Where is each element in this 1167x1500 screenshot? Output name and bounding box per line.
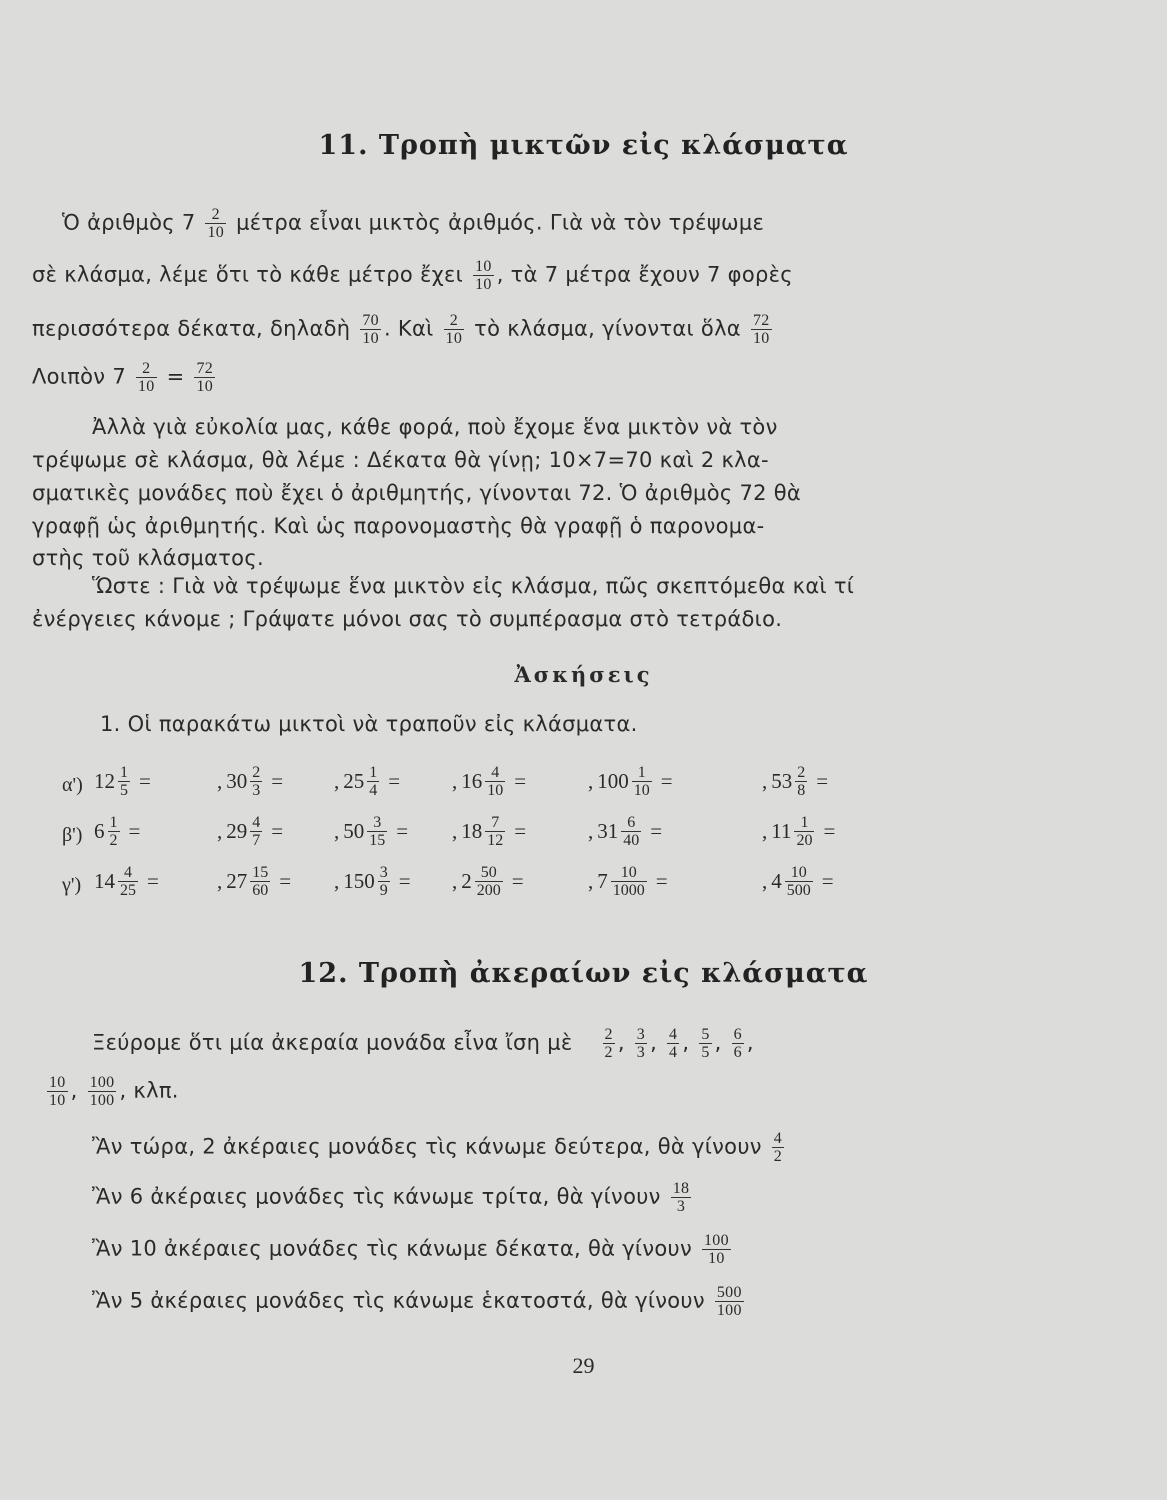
- comma: ,: [217, 869, 223, 893]
- equals: =: [823, 819, 836, 843]
- whole-part: 27: [226, 869, 248, 893]
- exercise-row-label: α'): [62, 774, 83, 796]
- fraction: $\frac{100}{10}$: [703, 1232, 729, 1267]
- equals: =: [398, 869, 411, 893]
- whole-part: 53: [771, 769, 793, 793]
- mixed-number-exercise: [762, 864, 834, 899]
- denominator: 3: [252, 782, 261, 799]
- fraction: $\frac{18}{3}$: [672, 1180, 690, 1215]
- text: Ἂν 5 ἀκέραιες μονάδες τὶς κάνωμε ἑκατοστά, θὰ γίνουν: [92, 1288, 705, 1313]
- numerator: 4: [124, 864, 132, 881]
- equals: =: [396, 819, 409, 843]
- whole-part: 29: [226, 819, 248, 843]
- equals: =: [660, 769, 673, 793]
- equals: =: [139, 769, 151, 793]
- text: Ἂν τώρα, 2 ἀκέραιες μονάδες τὶς κάνωμε δεύτερα, θὰ γίνουν: [92, 1134, 762, 1159]
- fraction: $\frac{3}{3}$: [636, 1026, 646, 1061]
- s12-sentence-1: [92, 1130, 787, 1165]
- comma: ,: [334, 769, 340, 793]
- fraction: $\frac{2}{10}$: [445, 312, 463, 347]
- comma: ,: [588, 819, 594, 843]
- exercise-row: [62, 864, 942, 914]
- text: σὲ κλάσμα, λέμε ὅτι τὸ κάθε μέτρο ἔχει: [32, 262, 464, 287]
- denominator: 25: [120, 882, 136, 899]
- whole-part: 31: [597, 819, 619, 843]
- fraction: [367, 814, 387, 849]
- equals: =: [166, 364, 185, 389]
- numerator: 10: [620, 864, 637, 881]
- equals: =: [514, 819, 527, 843]
- numerator: 3: [373, 814, 382, 831]
- numerator: 1: [120, 764, 128, 781]
- mixed-number-exercise: [762, 814, 835, 849]
- numerator: 50: [480, 864, 497, 881]
- mixed-number-exercise: [588, 864, 668, 899]
- whole-part: 2: [461, 869, 472, 893]
- fraction: [250, 864, 270, 899]
- comma: ,: [588, 769, 594, 793]
- whole-part: 150: [343, 869, 375, 893]
- s11-line-3: [32, 312, 775, 347]
- equals: =: [271, 819, 284, 843]
- fraction: [250, 764, 262, 799]
- text: Ἂν 10 ἀκέραιες μονάδες τὶς κάνωμε δέκατα, θὰ γίνουν: [92, 1236, 692, 1261]
- mixed-number-exercise: [94, 764, 151, 799]
- text: τὸ κλάσμα, γίνονται ὅλα: [474, 316, 741, 341]
- fraction: $\frac{4}{4}$: [669, 1026, 678, 1061]
- fraction: [795, 764, 807, 799]
- mixed-number-exercise: [94, 814, 140, 849]
- denominator: 1000: [612, 882, 645, 899]
- s12-sentence-2: [92, 1180, 694, 1215]
- fraction: $\frac{72}{10}$: [752, 312, 770, 347]
- mixed-number-exercise: [217, 814, 283, 849]
- denominator: 7: [252, 832, 261, 849]
- whole-part: 11: [771, 819, 792, 843]
- whole-part: 7: [597, 869, 608, 893]
- denominator: 8: [797, 782, 806, 799]
- comma: ,: [334, 819, 340, 843]
- mixed-number-exercise: [588, 814, 662, 849]
- s12-line-1: Ξεύρομε ὅτι μία ἀκεραία μονάδα εἶνα ἴση μὲ $\frac{2}{2}$ , $\frac{3}{3}$ , $\frac{4}{4}$ , $\frac{5}{5}$ , $\frac{6}{6}$ ,: [92, 1026, 754, 1061]
- text: Ὁ ἀριθμὸς 7: [62, 210, 196, 235]
- s12-sentence-3: [92, 1232, 734, 1267]
- fraction: [378, 864, 390, 899]
- comma: ,: [762, 819, 768, 843]
- mixed-number-exercise: [452, 864, 524, 899]
- numerator: 2: [252, 764, 261, 781]
- text: μέτρα εἶναι μικτὸς ἀριθμός. Γιὰ νὰ τὸν τρέψωμε: [236, 210, 765, 235]
- mixed-number-exercise: [334, 764, 400, 799]
- numerator: 3: [379, 864, 388, 881]
- numerator: 4: [252, 814, 261, 831]
- mixed-number-exercise: [452, 814, 526, 849]
- whole-part: 6: [94, 819, 105, 843]
- page-number: 29: [572, 1353, 595, 1378]
- denominator: 12: [487, 832, 504, 849]
- s11-line-4: [32, 360, 218, 395]
- fraction: $\frac{70}{10}$: [362, 312, 379, 347]
- fraction: [108, 814, 120, 849]
- fraction: $\frac{2}{10}$: [207, 206, 225, 241]
- denominator: 40: [623, 832, 640, 849]
- mixed-number-exercise: [94, 864, 159, 899]
- p2-line: στὴς τοῦ κλάσματος.: [32, 546, 264, 570]
- text: Ἂν 6 ἀκέραιες μονάδες τὶς κάνωμε τρίτα, θὰ γίνουν: [92, 1184, 661, 1209]
- fraction: [118, 864, 138, 899]
- equals: =: [816, 769, 829, 793]
- numerator: 6: [627, 814, 636, 831]
- equals: =: [821, 869, 834, 893]
- text: Ξεύρομε ὅτι μία ἀκεραία μονάδα εἶνα ἴση μὲ: [92, 1030, 573, 1055]
- comma: ,: [452, 819, 458, 843]
- denominator: 60: [252, 882, 269, 899]
- s12-sentence-4: [92, 1284, 747, 1319]
- comma: ,: [588, 869, 594, 893]
- fraction: [475, 864, 503, 899]
- fraction: [621, 814, 641, 849]
- denominator: 10: [487, 782, 504, 799]
- fraction: $\frac{72}{10}$: [196, 360, 214, 395]
- comma: ,: [452, 869, 458, 893]
- numerator: 15: [252, 864, 269, 881]
- section-12-title: 12. Τροπὴ ἀκεραίων εἰς κλάσματα: [298, 958, 869, 989]
- mixed-number-exercise: [217, 764, 283, 799]
- denominator: 9: [379, 882, 388, 899]
- numerator: 10: [790, 864, 807, 881]
- equals: =: [655, 869, 668, 893]
- fraction: [611, 864, 647, 899]
- whole-part: 12: [94, 769, 115, 793]
- fraction: $\frac{10}{10}$: [475, 258, 492, 293]
- numerator: 1: [637, 764, 646, 781]
- fraction: [632, 764, 652, 799]
- comma: ,: [762, 869, 768, 893]
- equals: =: [279, 869, 292, 893]
- mixed-number-exercise: [452, 764, 526, 799]
- comma: ,: [217, 769, 223, 793]
- fraction: [485, 764, 505, 799]
- numerator: 1: [109, 814, 118, 831]
- numerator: 2: [797, 764, 806, 781]
- fraction: $\frac{6}{6}$: [733, 1026, 742, 1061]
- whole-part: 25: [343, 769, 365, 793]
- whole-part: 50: [343, 819, 365, 843]
- fraction: $\frac{5}{5}$: [701, 1026, 710, 1061]
- fraction: [118, 764, 130, 799]
- whole-part: 30: [226, 769, 248, 793]
- denominator: 500: [786, 882, 811, 899]
- p2-line: Ἀλλὰ γιὰ εὐκολία μας, κάθε φορά, ποὺ ἔχομε ἕνα μικτὸν νὰ τὸν: [92, 415, 778, 439]
- s11-line-2: [32, 258, 793, 293]
- equals: =: [128, 819, 141, 843]
- whole-part: 100: [597, 769, 629, 793]
- whole-part: 18: [461, 819, 483, 843]
- exercise-instruction: 1. Οἱ παρακάτω μικτοὶ νὰ τραποῦν εἰς κλάσματα.: [100, 712, 638, 736]
- text: κλπ.: [133, 1078, 179, 1103]
- comma: ,: [762, 769, 768, 793]
- exercise-row-label: β'): [62, 824, 83, 846]
- text: , τὰ 7 μέτρα ἔχουν 7 φορὲς: [496, 262, 793, 287]
- mixed-number-exercise: [217, 864, 291, 899]
- comma: ,: [217, 819, 223, 843]
- equals: =: [514, 769, 527, 793]
- mixed-number-exercise: [334, 864, 411, 899]
- fraction: [367, 764, 379, 799]
- p2-line: γραφῇ ὡς ἀριθμητής. Καὶ ὡς παρονομαστὴς θὰ γραφῇ ὁ παρονομα-: [32, 514, 765, 538]
- fraction: [485, 814, 505, 849]
- fraction: [794, 814, 814, 849]
- whole-part: 14: [94, 869, 115, 893]
- numerator: 7: [491, 814, 500, 831]
- mixed-number-exercise: [588, 764, 673, 799]
- exercise-row: [62, 814, 942, 864]
- whole-part: 16: [461, 769, 483, 793]
- denominator: 200: [476, 882, 501, 899]
- denominator: 10: [633, 782, 650, 799]
- equals: =: [147, 869, 159, 893]
- exercise-row: [62, 764, 942, 814]
- fraction: $\frac{500}{100}$: [716, 1284, 742, 1319]
- denominator: 2: [109, 832, 118, 849]
- fraction: $\frac{4}{2}$: [773, 1130, 783, 1165]
- exercise-row-label: γ'): [62, 874, 82, 896]
- text: . Καὶ: [383, 316, 434, 341]
- numerator: 1: [800, 814, 809, 831]
- equals: =: [388, 769, 401, 793]
- mixed-number-exercise: [762, 764, 828, 799]
- fraction: $\frac{100}{100}$: [89, 1074, 115, 1109]
- s11-line-1: [62, 206, 764, 241]
- denominator: 20: [796, 832, 813, 849]
- whole-part: 4: [771, 869, 782, 893]
- fraction: [250, 814, 262, 849]
- fraction: $\frac{2}{10}$: [137, 360, 155, 395]
- equals: =: [271, 769, 284, 793]
- fraction: $\frac{10}{10}$: [49, 1074, 66, 1109]
- p3-line: Ὥστε : Γιὰ νὰ τρέψωμε ἕνα μικτὸν εἰς κλάσμα, πῶς σκεπτόμεθα καὶ τί: [92, 574, 855, 598]
- denominator: 4: [369, 782, 378, 799]
- p3-line: ἐνέργειες κάνομε ; Γράψατε μόνοι σας τὸ συμπέρασμα στὸ τετράδιο.: [32, 607, 783, 631]
- equals: =: [511, 869, 524, 893]
- text: περισσότερα δέκατα, δηλαδὴ: [32, 316, 351, 341]
- comma: ,: [452, 769, 458, 793]
- equals: =: [650, 819, 663, 843]
- numerator: 4: [491, 764, 500, 781]
- fraction: $\frac{2}{2}$: [604, 1026, 613, 1061]
- p2-line: σματικὲς μονάδες ποὺ ἔχει ὁ ἀριθμητής, γίνονται 72. Ὁ ἀριθμὸς 72 θὰ: [32, 481, 802, 505]
- exercises-title: Ἀσκήσεις: [514, 662, 653, 687]
- denominator: 15: [369, 832, 386, 849]
- mixed-number-exercise: [334, 814, 408, 849]
- p2-line: τρέψωμε σὲ κλάσμα, θὰ λέμε : Δέκατα θὰ γίνῃ; 10×7=70 καὶ 2 κλα-: [32, 448, 769, 472]
- section-11-title: 11. Τροπὴ μικτῶν εἰς κλάσματα: [318, 130, 849, 161]
- comma: ,: [334, 869, 340, 893]
- denominator: 5: [120, 782, 128, 799]
- s12-line-2: $\frac{10}{10}$ , $\frac{100}{100}$ , κλπ.: [49, 1074, 179, 1109]
- numerator: 1: [369, 764, 378, 781]
- fraction: [785, 864, 813, 899]
- text: Λοιπὸν 7: [32, 364, 126, 389]
